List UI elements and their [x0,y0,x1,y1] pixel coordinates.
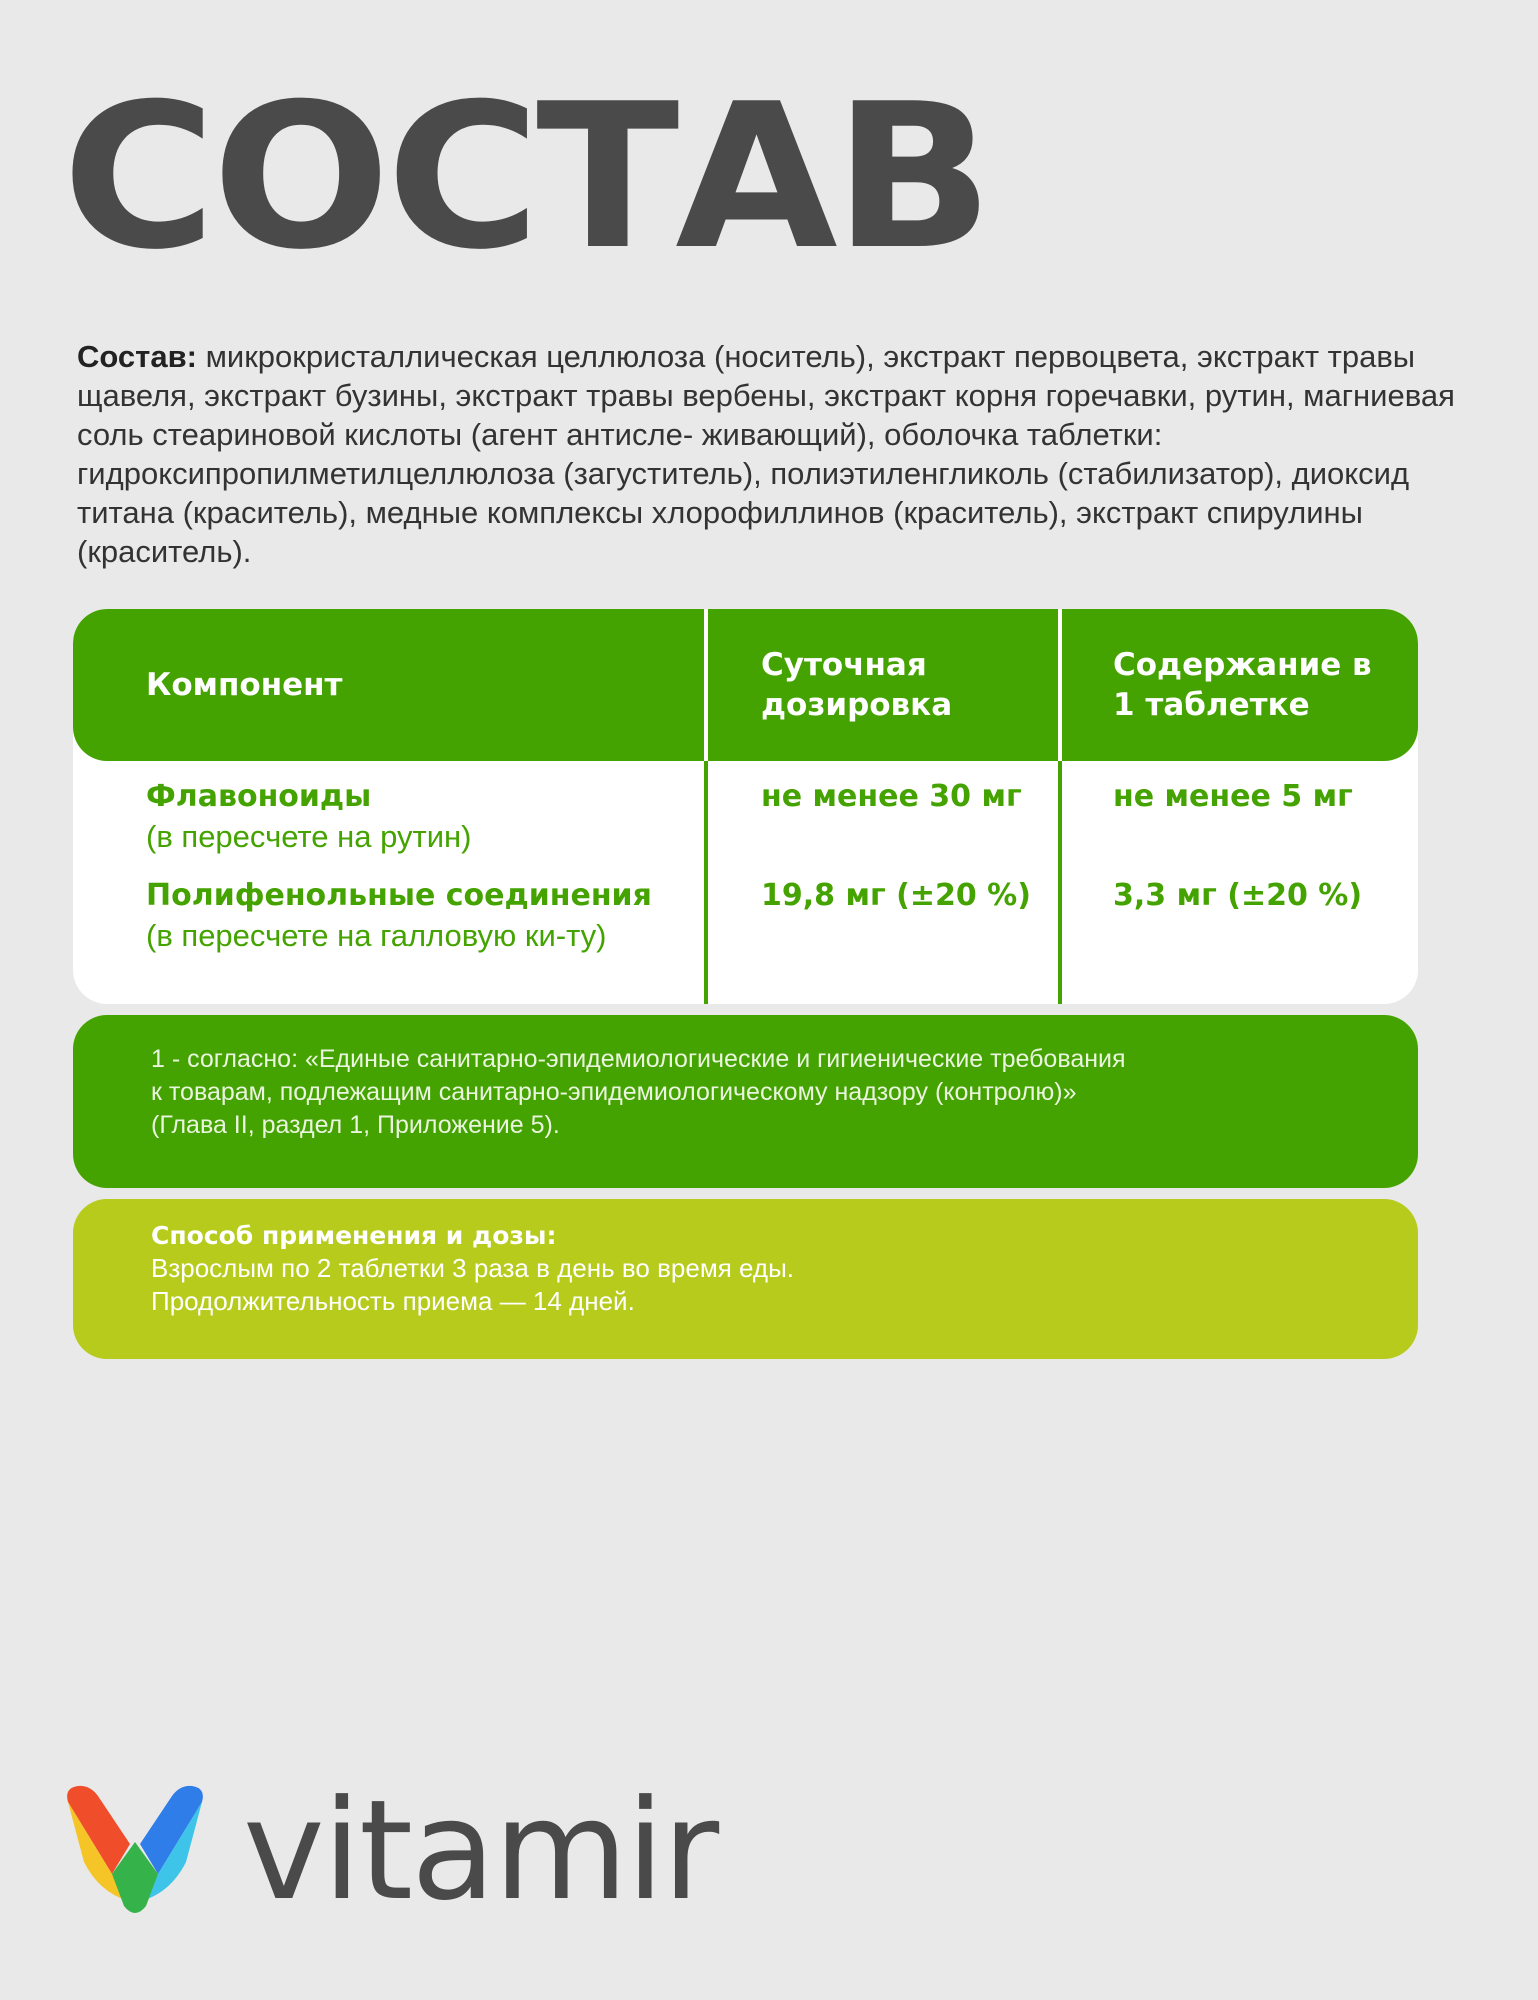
footnote-line: (Глава II, раздел 1, Приложение 5). [151,1111,560,1139]
composition-body: микрокристаллическая целлюлоза (носитель), экстракт первоцвета, экстракт травы щавеля, экстракт бузины, экстракт травы вербены, экстракт корня горечавки, рутин, магниевая соль стеариновой кислоты (агент антисле- живающий), оболочка таблетки: гидроксипропилметилцеллюлоза (загуститель), полиэтиленгликоль (стабилизатор), диоксид титана (краситель), медные комплексы хлорофиллинов (краситель), экстракт спирулины (краситель). [77,339,1455,569]
brand-name: vitamir [243,1770,718,1931]
header-divider [704,609,708,761]
dosage-table [73,609,1418,1004]
table-cell-per-tablet: 3,3 мг (±20 %) [1113,878,1363,913]
header-per-tablet: Содержание в 1 таблетке [1113,647,1372,723]
page-title: СОСТАВ [62,61,990,294]
footnote-line: к товарам, подлежащим санитарно-эпидемиологическому надзору (контролю)» [151,1078,1077,1106]
table-cell-per-tablet: не менее 5 мг [1113,779,1353,814]
vitamir-logo-icon [60,1782,210,1922]
footnote-box [73,1015,1418,1188]
table-row-component: Полифенольные соединения (в пересчете на галловую ки-ту) [146,878,652,953]
composition-text [77,337,1477,571]
table-cell-daily: 19,8 мг (±20 %) [761,878,1031,913]
usage-line: Продолжительность приема — 14 дней. [151,1286,635,1316]
footnote-line: 1 - согласно: «Единые санитарно-эпидемиологические и гигиенические требования [151,1045,1126,1073]
header-component: Компонент [146,667,343,703]
usage-line: Взрослым по 2 таблетки 3 раза в день во время еды. [151,1253,794,1283]
usage-box [73,1199,1418,1359]
composition-label: Состав: [77,339,197,374]
table-row-component: Флавоноиды (в пересчете на рутин) [146,779,472,854]
usage-heading: Способ применения и дозы: [151,1221,557,1250]
table-cell-daily: не менее 30 мг [761,779,1022,814]
header-divider [1058,609,1062,761]
header-daily-dose: Суточная дозировка [761,647,953,723]
